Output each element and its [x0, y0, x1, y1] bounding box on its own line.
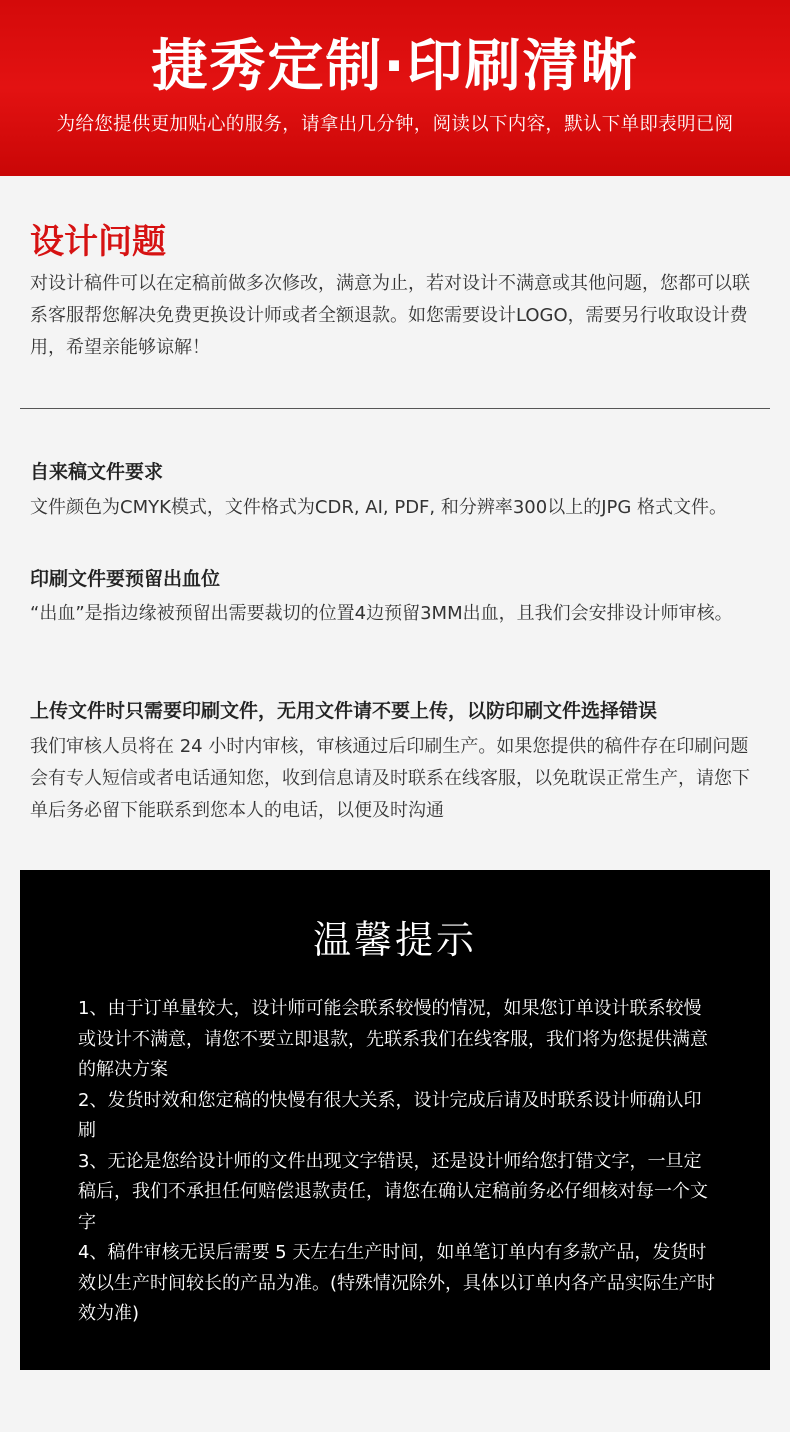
file-requirements-text: 文件颜色为CMYK模式，文件格式为CDR, AI, PDF, 和分辨率300以上的JPG 格式文件。	[30, 497, 728, 518]
list-item: 1、由于订单量较大，设计师可能会联系较慢的情况，如果您订单设计联系较慢或设计不满意，请您不要立即退款，先联系我们在线客服，我们将为您提供满意的解决方案	[78, 998, 708, 1080]
upload-title: 上传文件时只需要印刷文件，无用文件请不要上传，以防印刷文件选择错误	[30, 700, 658, 722]
design-section-text: 对设计稿件可以在定稿前做多次修改，满意为止，若对设计不满意或其他问题，您都可以联系客服帮您解决免费更换设计师或者全额退款。如您需要设计LOGO，需要另行收取设计费用，希望亲能够谅解！	[30, 273, 750, 358]
bleed-title: 印刷文件要预留出血位	[30, 568, 221, 590]
banner-title: 捷秀定制·印刷清晰	[151, 34, 639, 99]
tips-list	[78, 994, 718, 1330]
list-item: 2、发货时效和您定稿的快慢有很大关系，设计完成后请及时联系设计师确认印刷	[78, 1089, 702, 1141]
header-banner	[0, 0, 790, 176]
bleed-text: “出血”是指边缘被预留出需要裁切的位置4边预留3MM出血，且我们会安排设计师审核。	[30, 603, 733, 624]
design-section-title: 设计问题	[30, 222, 166, 262]
list-item: 3、无论是您给设计师的文件出现文字错误，还是设计师给您打错文字，一旦定稿后，我们不承担任何赔偿退款责任，请您在确认定稿前务必仔细核对每一个文字	[78, 1150, 708, 1233]
banner-subtitle: 为给您提供更加贴心的服务，请拿出几分钟，阅读以下内容，默认下单即表明已阅	[56, 114, 734, 135]
list-item: 4、稿件审核无误后需要 5 天左右生产时间，如单笔订单内有多款产品，发货时效以生产时间较长的产品为准。(特殊情况除外，具体以订单内各产品实际生产时效为准)	[78, 1242, 716, 1324]
tips-title: 温馨提示	[312, 918, 477, 962]
file-requirements-title: 自来稿文件要求	[30, 461, 164, 483]
divider	[20, 408, 770, 409]
upload-text: 我们审核人员将在 24 小时内审核，审核通过后印刷生产。如果您提供的稿件存在印刷问题会有专人短信或者电话通知您，收到信息请及时联系在线客服，以免耽误正常生产，请您下单后务必留下能联系到您本人的电话，以便及时沟通	[30, 736, 750, 821]
tips-box	[20, 870, 770, 1370]
